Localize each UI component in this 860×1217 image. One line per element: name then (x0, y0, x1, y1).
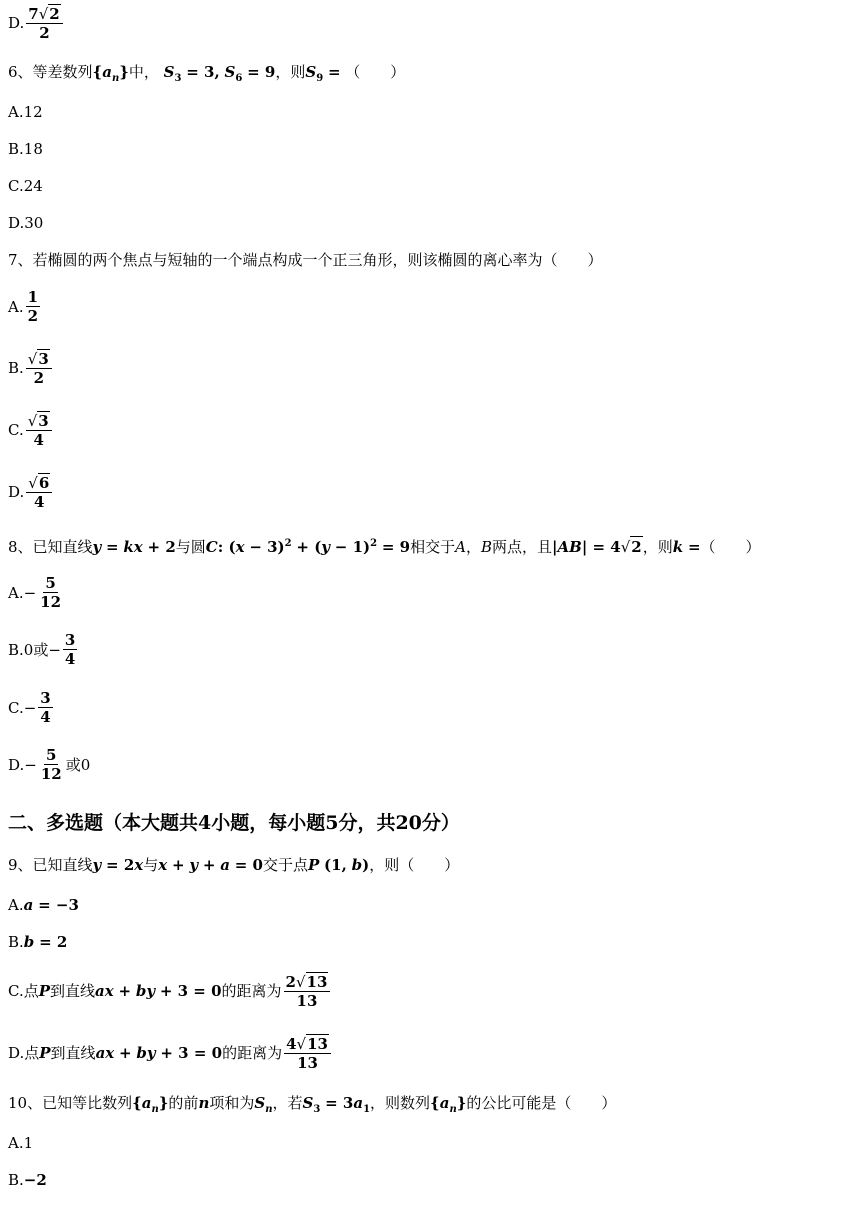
q7-stem: 7、若椭圆的两个焦点与短轴的一个端点构成一个正三角形，则该椭圆的离心率为（ ） (8, 251, 603, 269)
q9-option-d: D.点 P 到直线 ax + by + 3 = 0 的距离为 $\frac{4√13}{13}$ (8, 1034, 333, 1072)
q6-option-d: D.30 (8, 214, 44, 232)
q8-option-b: B.0或− $\frac{3}{4}$ (8, 631, 76, 668)
option-label: D. (8, 14, 25, 32)
q6-option-b: B.18 (8, 140, 43, 158)
q5-option-d (8, 4, 65, 42)
q7-option-c: C. $\frac{√3}{4}$ (8, 411, 54, 449)
q7-option-b: B. $\frac{√3}{2}$ (8, 349, 54, 387)
q10-option-a: A.1 (8, 1134, 34, 1152)
fraction: $\frac{7√2}{2}$ (26, 4, 62, 42)
q8-option-a: A.− $\frac{5}{12}$ (8, 574, 62, 611)
q10-stem: 10、已知等比数列$\{a_n\}$的前n项和为$S_n$，若$S_3 = 3a_1$，则数列$\{a_n\}$的公比可能是（ ） (8, 1094, 617, 1115)
q9-option-c: C.点 P 到直线 ax + by + 3 = 0 的距离为 $\frac{2√13}{13}$ (8, 972, 332, 1010)
q6-option-c: C.24 (8, 177, 43, 195)
q6-option-a: A.12 (8, 103, 43, 121)
q7-option-a: A. $\frac{1}{2}$ (8, 288, 39, 325)
q9-option-b: B.b = 2 (8, 933, 68, 951)
q8-option-d: D.− $\frac{5}{12}$ 或0 (8, 746, 91, 783)
q8-stem: 8、已知直线y = kx + 2与圆C: $(x - 3)^2 + (y - 1)^2 = 9$相交于A，B两点，且|AB| = 4√2，则k =（ ） (8, 538, 761, 556)
q6-stem: 6、等差数列$\{a_n\}$中， $S_3 = 3$, $S_6 = 9$，则$S_9$ = （ ） (8, 63, 406, 84)
q8-option-c: C.− $\frac{3}{4}$ (8, 689, 51, 726)
q9-stem: 9、已知直线y = 2x与x + y + a = 0交于点P (1, b)，则（ ） (8, 856, 460, 874)
q10-option-b: B.−2 (8, 1171, 47, 1189)
q7-option-d: D. $\frac{√6}{4}$ (8, 473, 54, 511)
q9-option-a: A.a = −3 (8, 896, 79, 914)
section-heading: 二、多选题（本大题共4小题，每小题5分，共20分） (8, 812, 460, 834)
